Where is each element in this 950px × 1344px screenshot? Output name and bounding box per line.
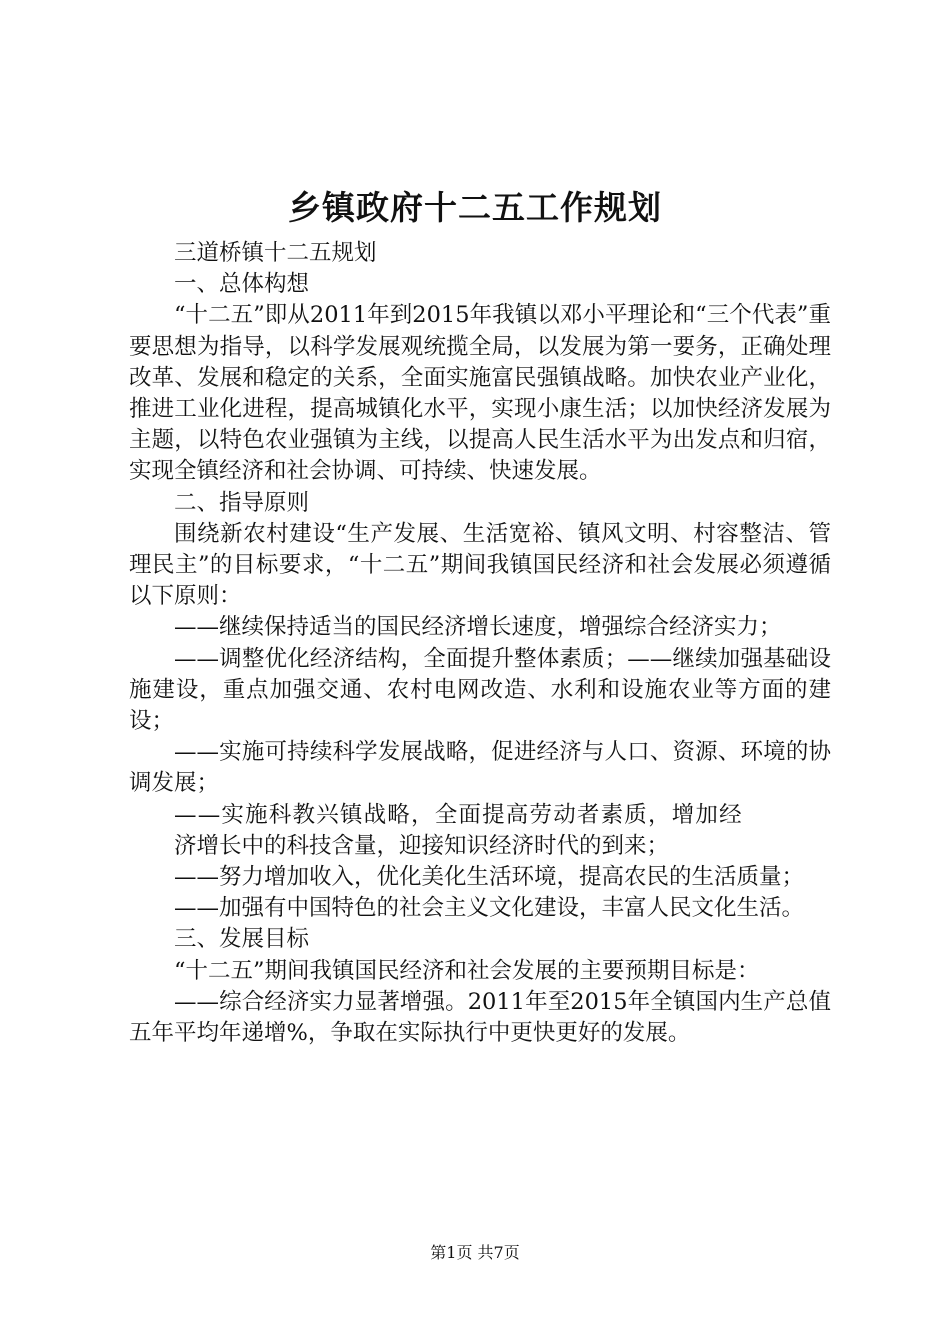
section-heading-2: 二、指导原则 (174, 489, 310, 516)
page-number-footer: 第1页 共7页 (430, 1243, 520, 1262)
principle-item: ——调整优化经济结构，全面提升整体素质；——继续加强基础设施建设，重点加强交通、农村电网改造、水利和设施农业等方面的建设； (129, 645, 831, 735)
section-heading-1: 一、总体构想 (174, 271, 310, 298)
goal-item: ——综合经济实力显著增强。2011年至2015年全镇国内生产总值五年平均年递增%，争取在实际执行中更快更好的发展。 (129, 988, 831, 1047)
paragraph-goals-intro: “十二五”期间我镇国民经济和社会发展的主要预期目标是： (174, 957, 760, 984)
document-title: 乡镇政府十二五工作规划 (288, 188, 662, 227)
principle-item: ——努力增加收入，优化美化生活环境，提高农民的生活质量； (174, 864, 805, 891)
principle-item: ——实施科教兴镇战略，全面提高劳动者素质，增加经 (174, 801, 743, 828)
section-heading-3: 三、发展目标 (174, 926, 310, 953)
paragraph-overall-concept: “十二五”即从2011年到2015年我镇以邓小平理论和“三个代表”重要思想为指导，以科学发展观统揽全局，以发展为第一要务，正确处理改革、发展和稳定的关系，全面实施富民强镇战略。加快农业产业化，推进工业化进程，提高城镇化水平，实现小康生活；以加快经济发展为主题，以特色农业强镇为主线，以提高人民生活水平为出发点和归宿，实现全镇经济和社会协调、可持续、快速发展。 (129, 302, 831, 485)
principle-item: ——继续保持适当的国民经济增长速度，增强综合经济实力； (174, 614, 782, 641)
principle-item-continued: 济增长中的科技含量，迎接知识经济时代的到来； (174, 832, 670, 859)
principle-item: ——加强有中国特色的社会主义文化建设，丰富人民文化生活。 (174, 895, 805, 922)
principle-item: ——实施可持续科学发展战略，促进经济与人口、资源、环境的协调发展； (129, 739, 831, 797)
paragraph-principles-intro: 围绕新农村建设“生产发展、生活宽裕、镇风文明、村容整洁、管理民主”的目标要求，“十二五”期间我镇国民经济和社会发展必须遵循以下原则： (129, 520, 831, 610)
document-body (129, 238, 831, 1049)
subtitle-paragraph: 三道桥镇十二五规划 (174, 240, 377, 266)
